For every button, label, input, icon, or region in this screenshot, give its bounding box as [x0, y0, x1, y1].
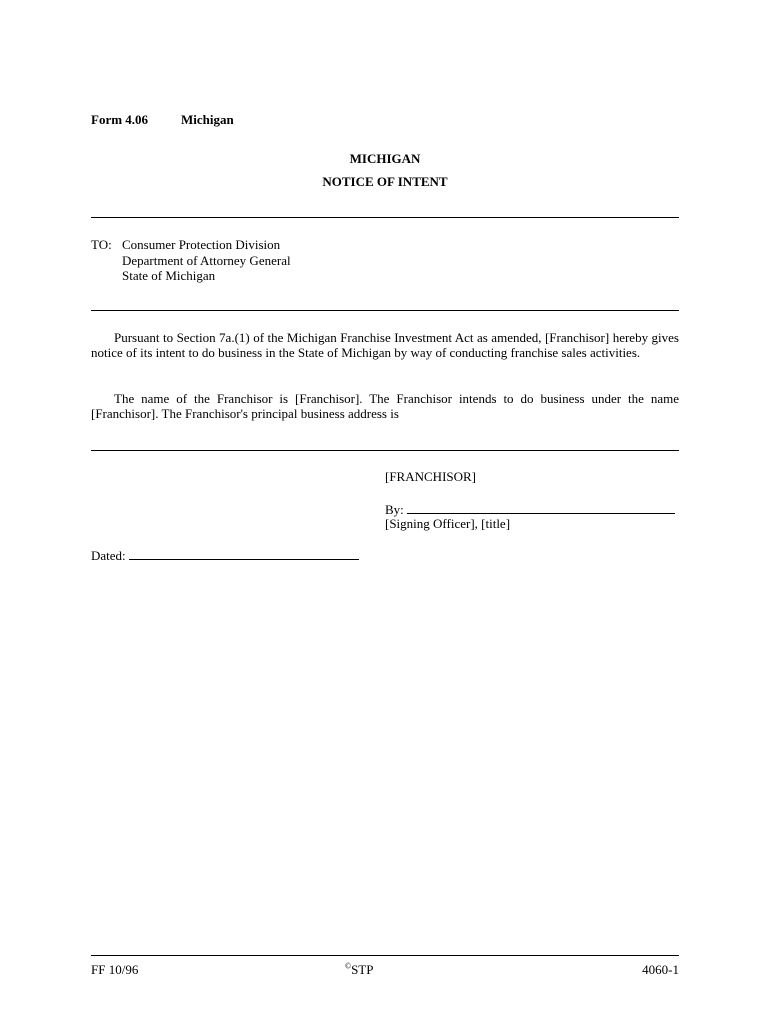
form-state: Michigan [181, 112, 234, 127]
divider-middle [91, 310, 679, 311]
copyright-symbol: © [345, 961, 352, 971]
footer-center-text: STP [351, 962, 374, 977]
signature-by-label: By: [385, 502, 404, 517]
dated-row [91, 547, 366, 563]
paragraph-franchisor-name: The name of the Franchisor is [Franchisor]. The Franchisor intends to do business under the name [Franchisor]. The Franchisor's principal business address is [91, 391, 679, 421]
dated-line[interactable] [129, 547, 359, 560]
signature-line[interactable] [407, 501, 675, 514]
signature-company: [FRANCHISOR] [385, 469, 477, 484]
form-number: Form 4.06 [91, 112, 149, 127]
footer-right: 4060-1 [642, 962, 679, 977]
divider-address [91, 450, 679, 451]
title-state: MICHIGAN [349, 151, 421, 166]
footer-divider [91, 955, 679, 956]
recipient-line-2: Department of Attorney General [122, 253, 291, 268]
recipient-line-3: State of Michigan [122, 268, 216, 283]
footer-left: FF 10/96 [91, 962, 139, 977]
footer-center [345, 962, 373, 977]
recipient-line-1: Consumer Protection Division [122, 237, 281, 252]
signature-by-row [385, 501, 680, 517]
paragraph-intent: Pursuant to Section 7a.(1) of the Michigan Franchise Investment Act as amended, [Franchisor] hereby gives notice of its intent to do business in the State of Michigan by way of conducting franchise sales activities. [91, 330, 679, 360]
recipient-label: TO: [91, 237, 112, 252]
signature-officer: [Signing Officer], [title] [385, 516, 511, 531]
divider-top [91, 217, 679, 218]
dated-label: Dated: [91, 548, 126, 563]
document-title: NOTICE OF INTENT [322, 174, 448, 189]
